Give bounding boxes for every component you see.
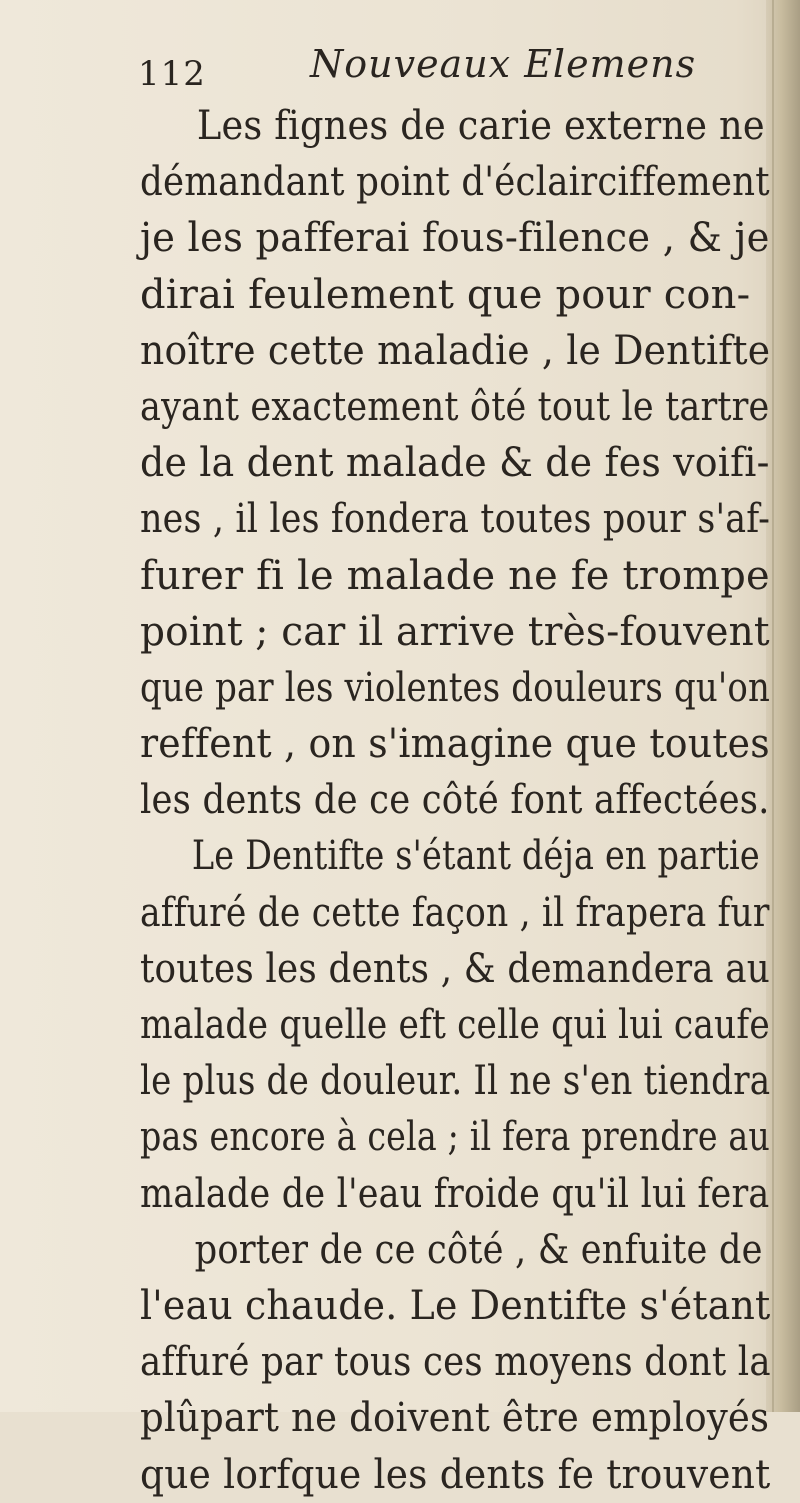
text-line: point ; car il arrive très-fouvent xyxy=(140,608,770,655)
page-header xyxy=(138,40,698,100)
text-line: que par les violentes douleurs qu'on xyxy=(140,664,770,711)
page-number: 112 xyxy=(138,54,206,94)
text-line: reffent , on s'imagine que toutes xyxy=(140,721,770,768)
text-line: Les fignes de carie externe ne xyxy=(196,103,765,149)
text-line: je les pafferai fous-filence , & je xyxy=(140,215,770,262)
text-line: noître cette maladie , le Dentifte xyxy=(140,327,771,374)
text-line: ayant exactement ôté tout le tartre xyxy=(140,383,770,430)
text-line: Le Dentifte s'étant déja en partie xyxy=(191,833,760,880)
text-line: que lorfque les dents fe trouvent xyxy=(140,1451,771,1498)
text-line: porter de ce côté , & enfuite de xyxy=(194,1226,763,1273)
text-line: affuré de cette façon , il frapera fur xyxy=(140,889,770,936)
text-line: les dents de ce côté font affectées. xyxy=(140,777,770,824)
text-line: le plus de douleur. Il ne s'en tiendra xyxy=(140,1058,771,1105)
text-line: dirai feulement que pour con- xyxy=(140,271,751,318)
text-line: affuré par tous ces moyens dont la xyxy=(140,1339,771,1386)
text-line: de la dent malade & de fes voifi- xyxy=(140,440,770,487)
running-title: Nouveaux Elemens xyxy=(310,42,697,86)
text-line: malade de l'eau froide qu'il lui fera xyxy=(140,1170,770,1217)
text-line: malade quelle eft celle qui lui caufe xyxy=(140,1002,770,1048)
text-line: démandant point d'éclairciffement xyxy=(140,159,770,206)
text-line: l'eau chaude. Le Dentifte s'étant xyxy=(140,1282,771,1329)
body-text xyxy=(140,98,770,1503)
text-line: nes , il les fondera toutes pour s'af- xyxy=(140,496,771,543)
page-gutter-edge xyxy=(766,0,800,1412)
text-line: toutes les dents , & demandera au xyxy=(140,945,771,992)
text-line: pas encore à cela ; il fera prendre au xyxy=(140,1114,771,1161)
text-line: furer fi le malade ne fe trompe xyxy=(140,552,770,599)
text-line: plûpart ne doivent être employés xyxy=(140,1395,770,1442)
